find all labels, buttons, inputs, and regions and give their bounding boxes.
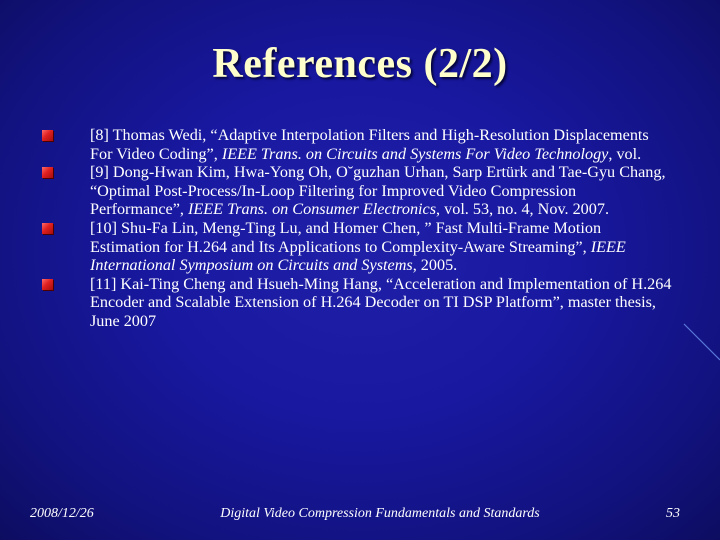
slide-title: References (2/2) (212, 41, 508, 87)
square-bullet-icon (42, 167, 53, 178)
reference-list (42, 126, 672, 331)
decorative-line (680, 320, 720, 380)
reference-item (42, 275, 672, 331)
reference-journal: IEEE International Symposium on Circuits and Systems (90, 237, 626, 275)
decorative-line-stroke (684, 324, 720, 360)
reference-journal: IEEE Trans. on Consumer Electronics (187, 200, 437, 219)
reference-text: [9] Dong-Hwan Kim, Hwa-Yong Oh, O˘guzhan Urhan, Sarp Ertürk and Tae-Gyu Chang, “Optimal Post-Process/In-Loop Filtering for Improved Video Compression Performance”, (90, 163, 666, 219)
reference-item (42, 126, 672, 163)
reference-details: , vol. (608, 144, 642, 163)
reference-text: [11] Kai-Ting Cheng and Hsueh-Ming Hang, “Acceleration and Implementation of H.264 Encoder and Scalable Extension of H.264 Decoder on TI DSP Platform”, master thesis, June 2007 (90, 274, 672, 330)
square-bullet-icon (42, 130, 53, 141)
footer-page-number: 53 (666, 506, 680, 521)
reference-details: , vol. 53, no. 4, Nov. 2007. (436, 200, 609, 219)
footer-date: 2008/12/26 (30, 506, 94, 521)
footer-course-title: Digital Video Compression Fundamentals and Standards (220, 506, 540, 521)
reference-details: , 2005. (412, 256, 458, 275)
reference-text: [8] Thomas Wedi, “Adaptive Interpolation Filters and High-Resolution Displacements For Video Coding”, (90, 126, 649, 163)
reference-item (42, 163, 672, 219)
reference-item (42, 219, 672, 275)
reference-text: [10] Shu-Fa Lin, Meng-Ting Lu, and Homer Chen, ” Fast Multi-Frame Motion Estimation for H.264 and Its Applications to Complexity-Aware Streaming”, (90, 218, 602, 256)
square-bullet-icon (42, 223, 53, 234)
square-bullet-icon (42, 279, 53, 290)
reference-journal: IEEE Trans. on Circuits and Systems For Video Technology (221, 144, 609, 163)
